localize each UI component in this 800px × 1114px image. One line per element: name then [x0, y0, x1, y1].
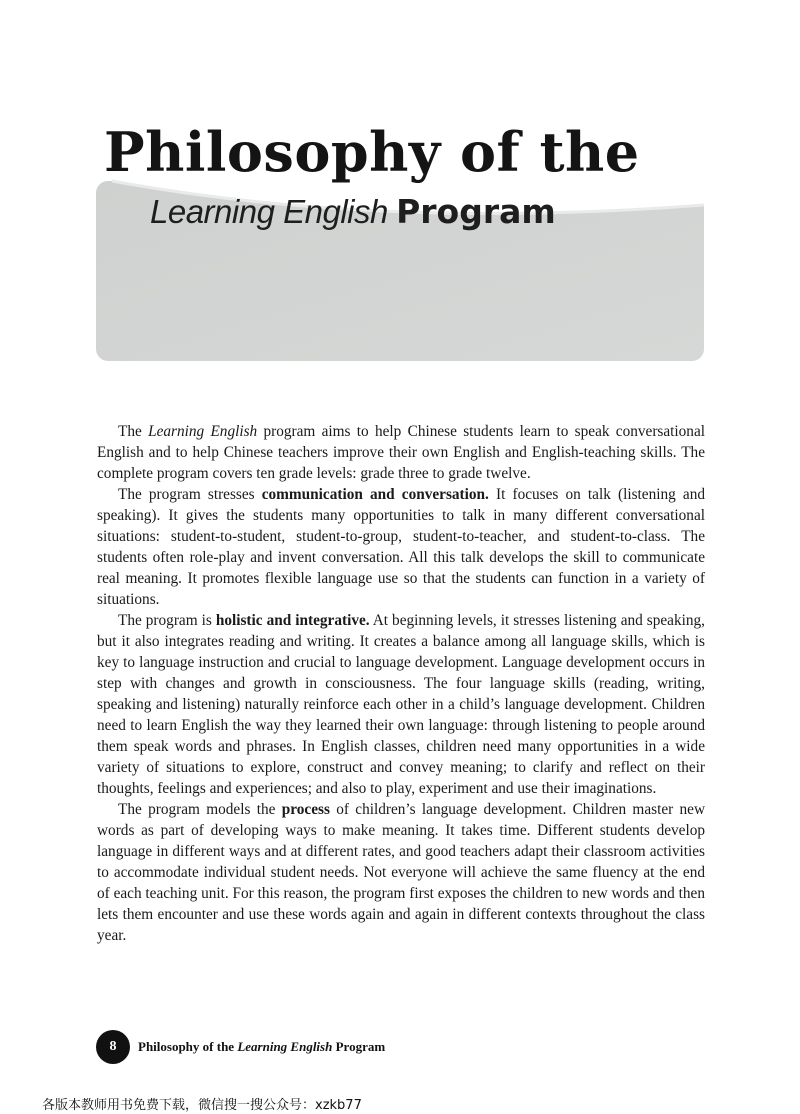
subtitle-bold: Program: [396, 192, 556, 231]
page-number-badge: 8: [96, 1030, 130, 1064]
paragraph-3: [97, 610, 705, 799]
body-text: [97, 421, 705, 946]
text: At beginning levels, it stresses listening and speaking, but it also integrates reading and writing. It creates a balance among all language skills, which is key to language instruction and crucial to language development. Language development occurs in step with changes and growth in consciousness. The four language skills (reading, writing, speaking and listening) naturally reinforce each other in a child’s language development. Children need to learn English the way they learned their own language: through listening to people around them speak words and phrases. In English classes, children need many opportunities in a wide variety of situations to explore, construct and convey meaning; to clarify and reflect on their thoughts, feelings and experiences; and also to play, experiment and use their imaginations.: [97, 612, 705, 797]
text: Philosophy of the: [138, 1039, 238, 1054]
text: The: [118, 423, 149, 440]
paragraph-2: [97, 484, 705, 610]
paragraph-4: [97, 799, 705, 946]
page-footer: [96, 1030, 385, 1064]
watermark-text: 各版本教师用书免费下载，微信搜一搜公众号：xzkb77: [42, 1098, 362, 1113]
title-banner-art: [0, 0, 800, 380]
keyword: process: [281, 801, 330, 818]
text: The program is: [118, 612, 216, 629]
text: program aims to help Chinese students learn to speak conversational English and to help Chinese teachers improve their own English and English-teaching skills. The complete program covers ten grade levels: grade three to grade twelve.: [97, 423, 705, 482]
text: Program: [332, 1039, 386, 1054]
page-subtitle: [150, 192, 556, 232]
keyword: communication and conversation.: [261, 486, 489, 503]
subtitle-italic: Learning English: [150, 193, 388, 230]
text: The program models the: [118, 801, 282, 818]
emphasis: Learning English: [237, 1039, 333, 1054]
text: It focuses on talk (listening and speaking). It gives the students many opportunities to talk in many different conversational situations: student-to-student, student-to-group, student-to-teacher, and student-to-class. The students often role-play and invent conversation. All this talk develops the skill to communicate real meaning. It promotes flexible language use so that the students can function in a variety of situations.: [97, 486, 705, 608]
paragraph-1: [97, 421, 705, 484]
emphasis: Learning English: [148, 423, 258, 440]
text: The program stresses: [118, 486, 262, 503]
text: of children’s language development. Children master new words as part of developing ways to make meaning. It takes time. Different students develop language in different ways and at different rates, and good teachers adapt their classroom activities to accommodate individual student needs. Not everyone will achieve the same fluency at the end of each teaching unit. For this reason, the program first exposes the children to new words and then lets them encounter and use these words again and again in different contexts throughout the class year.: [97, 801, 706, 944]
page-title: Philosophy of the: [104, 120, 640, 184]
running-footer: [138, 1039, 385, 1055]
keyword: holistic and integrative.: [215, 612, 370, 629]
